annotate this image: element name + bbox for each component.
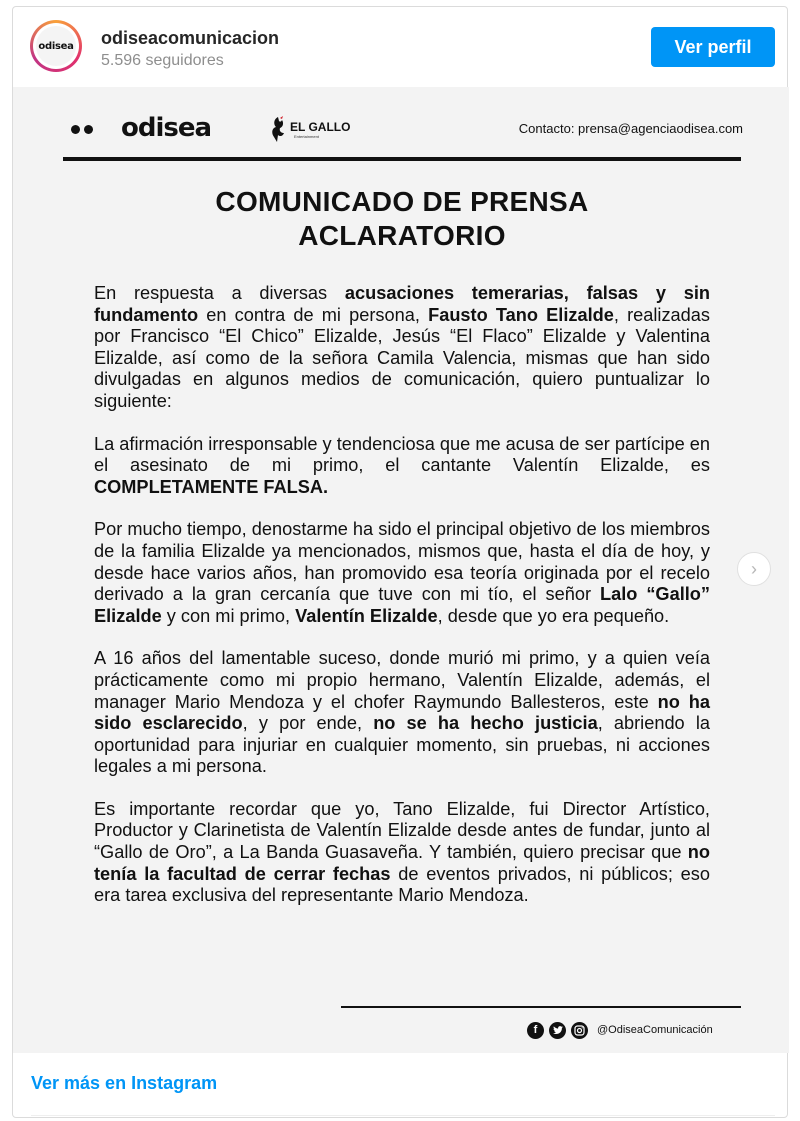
bold-text-run: acusaciones temerarias, falsas y sin fundamento — [94, 283, 710, 325]
rooster-icon — [268, 115, 288, 143]
see-more-on-instagram-link[interactable]: Ver más en Instagram — [31, 1073, 218, 1093]
avatar[interactable] — [30, 20, 82, 72]
text-run: , realizadas por Francisco “El Chico” Elizalde, Jesús “El Flaco” Elizalde y Valentina Elizalde, así como de la señora Camila Valencia, mismas que han sido divulgadas en algunos medios de comunicación, quiero puntualizar lo siguiente: — [94, 304, 710, 411]
text-run: de eventos privados, ni públicos; eso era tarea exclusiva del representante Mario Mendoza. — [94, 863, 711, 906]
title-line-2: ACLARATORIO — [298, 220, 506, 251]
twitter-icon — [549, 1022, 566, 1039]
text-run: En respuesta a diversas — [94, 283, 345, 303]
text-run: Por mucho tiempo, denostarme ha sido el principal objetivo de los miembros de la familia Elizalde ya mencionados, mismos que, hasta el día de hoy, y desde hace varios años, han promovido esa teoría originada por el recelo derivado a la gran cercanía que tuve con mi tío, el señor — [94, 519, 710, 605]
social-footer — [527, 1020, 713, 1040]
odisea-dots-icon — [71, 121, 97, 139]
text-run: , abriendo la oportunidad para injuriar en cualquier momento, sin pruebas, ni acciones legales a mi persona. — [94, 713, 710, 777]
chevron-right-icon: › — [751, 558, 757, 579]
contact-email: Contacto: prensa@agenciaodisea.com — [518, 121, 743, 136]
paragraph-3 — [94, 519, 710, 627]
avatar-logo: odisea — [36, 26, 76, 66]
title-line-1: COMUNICADO DE PRENSA — [215, 186, 589, 217]
press-release-body — [94, 283, 710, 928]
social-handle: @OdiseaComunicación — [597, 1024, 713, 1036]
divider-top — [63, 157, 741, 161]
carousel-next-button[interactable] — [737, 552, 771, 586]
facebook-icon: f — [527, 1022, 544, 1039]
view-profile-button[interactable]: Ver perfil — [651, 27, 775, 67]
bold-text-run: COMPLETAMENTE FALSA. — [94, 476, 329, 497]
text-run: , y por ende, — [242, 713, 374, 734]
text-run: y con mi primo, — [161, 605, 296, 626]
footer-divider — [31, 1115, 775, 1116]
text-run: en contra de mi persona, — [198, 304, 429, 325]
username-link[interactable]: odiseacomunicacion — [101, 28, 280, 48]
odisea-logo: odisea — [121, 113, 212, 143]
bold-text-run: no ha sido esclarecido — [94, 691, 711, 734]
paragraph-4 — [94, 648, 710, 778]
post-header — [13, 7, 787, 87]
paragraph-5 — [94, 799, 710, 907]
post-image[interactable] — [13, 87, 789, 1053]
bold-text-run: no se ha hecho justicia — [373, 713, 598, 734]
paragraph-1 — [94, 283, 710, 413]
text-run: A 16 años del lamentable suceso, donde murió mi primo, y a quien veía prácticamente como mi propio hermano, Valentín Elizalde, además, el manager Mario Mendoza y el chofer Raymundo Ballesteros, este — [94, 648, 710, 712]
paragraph-2 — [94, 434, 710, 499]
bold-text-run: Fausto Tano Elizalde — [428, 304, 614, 325]
bold-text-run: Lalo “Gallo” Elizalde — [94, 584, 711, 626]
press-release-title — [63, 185, 741, 253]
text-run: La afirmación irresponsable y tendenciosa que me acusa de ser partícipe en el asesinato de mi primo, el cantante Valentín Elizalde, es — [94, 433, 710, 476]
el-gallo-text: EL GALLO — [290, 120, 351, 134]
follower-count: 5.596 seguidores — [101, 52, 224, 69]
bold-text-run: no tenía la facultad de cerrar fechas — [94, 842, 710, 884]
instagram-embed — [12, 6, 788, 1118]
text-run: , desde que yo era pequeño. — [437, 605, 670, 626]
bold-text-run: Valentín Elizalde — [295, 605, 438, 626]
text-run: Es importante recordar que yo, Tano Elizalde, fui Director Artístico, Productor y Clarinetista de Valentín Elizalde desde antes de fundar, junto al “Gallo de Oro”, a La Banda Guasaveña. Y también, quiero precisar que — [94, 798, 710, 863]
divider-bottom — [341, 1006, 741, 1008]
instagram-icon — [571, 1022, 588, 1039]
avatar-frame — [33, 23, 79, 69]
el-gallo-subtext: Entertainment — [294, 134, 319, 139]
document-header — [63, 113, 743, 143]
